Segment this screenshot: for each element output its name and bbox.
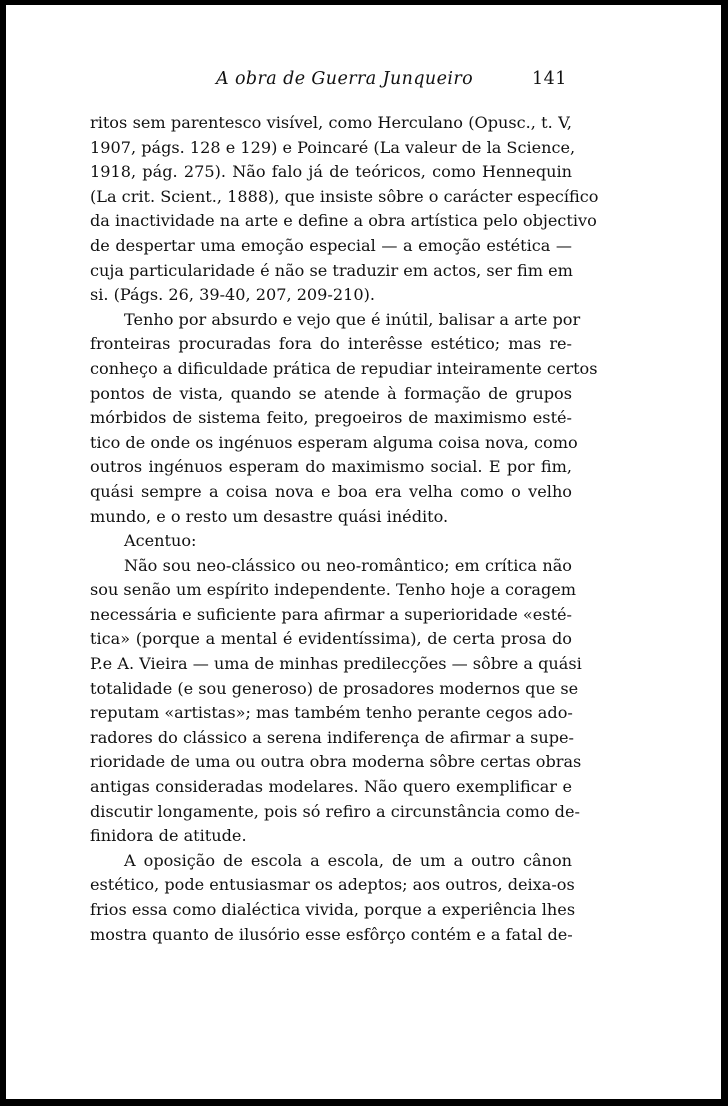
- text-line: cuja particularidade é não se traduzir em actos, ser fim em: [90, 260, 573, 280]
- text-line: mundo, e o resto um desastre quási inédito.: [90, 506, 449, 526]
- text-line: da inactividade na arte e define a obra artística pelo objectivo: [90, 211, 597, 231]
- text-line: (La crit. Scient., 1888), que insiste sôbre o carácter específico: [90, 186, 599, 206]
- text-line: reputam «artistas»; mas também tenho perante cegos ado-: [90, 703, 573, 723]
- body-text: [90, 111, 599, 947]
- text-line: mórbidos de sistema feito, pregoeiros de maximismo esté-: [90, 408, 572, 428]
- text-line: sou senão um espírito independente. Tenho hoje a coragem: [90, 580, 577, 600]
- text-line: 1918, pág. 275). Não falo já de teóricos, como Hennequin: [90, 162, 572, 182]
- text-line: Acentuo:: [124, 531, 197, 551]
- running-title: A obra de Guerra Junqueiro: [216, 69, 474, 89]
- text-line: totalidade (e sou generoso) de prosadores modernos que se: [90, 678, 579, 698]
- text-line: discutir longamente, pois só refiro a circunstância como de-: [90, 801, 580, 821]
- text-line: P.e A. Vieira — uma de minhas predilecções — sôbre a quási: [90, 654, 582, 674]
- text-line: estético, pode entusiasmar os adeptos; aos outros, deixa-os: [90, 875, 575, 895]
- text-line: tica» (porque a mental é evidentíssima), de certa prosa do: [90, 629, 572, 649]
- text-line: quási sempre a coisa nova e boa era velha como o velho: [90, 481, 572, 501]
- text-line: 1907, págs. 128 e 129) e Poincaré (La valeur de la Science,: [90, 137, 576, 157]
- text-line: rioridade de uma ou outra obra moderna sôbre certas obras: [90, 752, 582, 772]
- text-line: Tenho por absurdo e vejo que é inútil, balisar a arte por: [124, 309, 581, 329]
- text-line: outros ingénuos esperam do maximismo social. E por fim,: [90, 457, 572, 477]
- text-line: fronteiras procuradas fora do interêsse estético; mas re-: [90, 334, 572, 354]
- text-line: de despertar uma emoção especial — a emoção estética —: [90, 235, 572, 255]
- text-line: conheço a dificuldade prática de repudiar inteiramente certos: [90, 358, 598, 378]
- text-line: Não sou neo-clássico ou neo-romântico; em crítica não: [124, 555, 572, 575]
- text-line: ritos sem parentesco visível, como Herculano (Opusc., t. V,: [90, 113, 572, 132]
- text-line: radores do clássico a serena indiferença de afirmar a supe-: [90, 727, 574, 747]
- page-header: [6, 69, 721, 93]
- text-line: frios essa como dialéctica vivida, porque a experiência lhes: [90, 900, 576, 919]
- text-line: si. (Págs. 26, 39-40, 207, 209-210).: [90, 285, 375, 305]
- text-line: antigas consideradas modelares. Não quero exemplificar e: [90, 777, 572, 797]
- text-line: tico de onde os ingénuos esperam alguma coisa nova, como: [90, 432, 578, 452]
- text-line: A oposição de escola a escola, de um a outro cânon: [124, 850, 572, 870]
- book-page: [6, 5, 721, 1099]
- text-line: pontos de vista, quando se atende à formação de grupos: [90, 383, 572, 403]
- text-line: mostra quanto de ilusório esse esfôrço contém e a fatal de-: [90, 924, 573, 944]
- page-number: 141: [532, 69, 567, 89]
- text-line: finidora de atitude.: [90, 826, 247, 846]
- text-line: necessária e suficiente para afirmar a superioridade «esté-: [90, 604, 572, 624]
